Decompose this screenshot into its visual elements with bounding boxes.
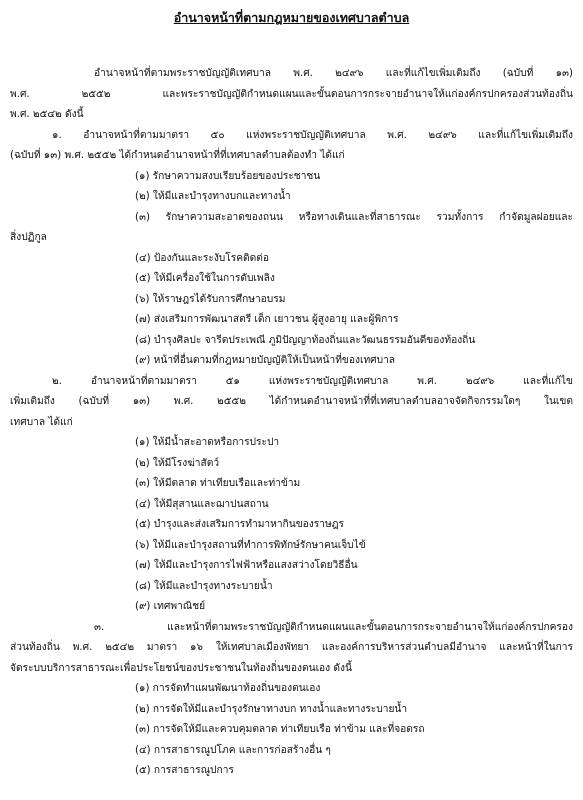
section-heading-line: เทศบาล ได้แก่ xyxy=(10,416,73,428)
section-heading-line: ๒. อำนาจหน้าที่ตามมาตรา ๕๑ แห่งพระราชบัญญัติเทศบาล พ.ศ. ๒๔๙๖ และที่แก้ไข xyxy=(52,375,573,387)
intro-paragraph xyxy=(10,64,573,126)
list-item: (๖) ให้ราษฎรได้รับการศึกษาอบรม xyxy=(135,293,286,305)
section-2 xyxy=(10,372,573,618)
list-item: (๙) เทศพาณิชย์ xyxy=(135,601,206,612)
list-item: (๓) การจัดให้มีและควบคุมตลาด ท่าเทียบเรือ ท่าข้าม และที่จอดรถ xyxy=(135,724,425,735)
list-item: (๑) รักษาความสงบเรียบร้อยของประชาชน xyxy=(135,170,321,182)
list-item: (๔) การสาธารณูปโภค และการก่อสร้างอื่น ๆ xyxy=(135,744,331,756)
list-item: (๕) บำรุงและส่งเสริมการทำมาหากินของราษฎร xyxy=(135,519,344,530)
list-item: (๘) ให้มีและบำรุงทางระบายน้ำ xyxy=(135,580,273,592)
list-item: (๙) หน้าที่อื่นตามที่กฎหมายบัญญัติให้เป็นหน้าที่ของเทศบาล xyxy=(135,355,396,366)
list-item: (๑) ให้มีน้ำสะอาดหรือการประปา xyxy=(135,437,280,448)
section-heading-line: จัดระบบบริการสาธารณะเพื่อประโยชน์ของประชาชนในท้องถิ่นของตนเอง ดังนี้ xyxy=(10,662,352,674)
list-item: (๗) ให้มีและบำรุงการไฟฟ้าหรือแสงสว่างโดยวิธีอื่น xyxy=(135,560,358,571)
list-item: (๒) ให้มีและบำรุงทางบกและทางน้ำ xyxy=(135,191,291,202)
section-1 xyxy=(10,126,573,372)
intro-line: พ.ศ. ๒๕๕๒ และพระราชบัญญัติกำหนดแผนและขั้นตอนการกระจายอำนาจให้แก่องค์กรปกครองส่วนท้องถิ่น xyxy=(10,88,573,100)
section-heading-line: ส่วนท้องถิ่น พ.ศ. ๒๕๔๒ มาตรา ๑๖ ให้เทศบาลเมืองพัทยา และองค์การบริหารส่วนตำบลมีอำนาจ และหน้าที่ในการ xyxy=(10,642,573,653)
list-item: (๔) ป้องกันและระงับโรคติดต่อ xyxy=(135,252,269,264)
section-heading-line: ๑. อำนาจหน้าที่ตามมาตรา ๕๐ แห่งพระราชบัญญัติเทศบาล พ.ศ. ๒๔๙๖ และที่แก้ไขเพิ่มเติมถึง xyxy=(52,129,573,141)
list-item: (๑) การจัดทำแผนพัฒนาท้องถิ่นของตนเอง xyxy=(135,683,321,694)
list-item: (๓) รักษาความสะอาดของถนน หรือทางเดินและที่สาธารณะ รวมทั้งการ กำจัดมูลฝอยและ xyxy=(135,211,573,223)
section-heading-line: (ฉบับที่ ๑๓) พ.ศ. ๒๕๕๒ ได้กำหนดอำนาจหน้าที่ที่เทศบาลตำบลต้องทำ ได้แก่ xyxy=(10,150,345,161)
list-item: (๘) บำรุงศิลปะ จารีตประเพณี ภูมิปัญญาท้องถิ่นและวัฒนธรรมอันดีของท้องถิ่น xyxy=(135,334,476,346)
list-item: (๕) การสาธารณูปการ xyxy=(135,765,234,776)
list-item: (๕) ให้มีเครื่องใช้ในการดับเพลิง xyxy=(135,273,275,284)
intro-line: อำนาจหน้าที่ตามพระราชบัญญัติเทศบาล พ.ศ. ๒๔๙๖ และที่แก้ไขเพิ่มเติมถึง (ฉบับที่ ๑๓) xyxy=(94,68,573,79)
list-item: (๗) ส่งเสริมการพัฒนาสตรี เด็ก เยาวชน ผู้สูงอายุ และผู้พิการ xyxy=(135,314,399,325)
list-item: (๓) ให้มีตลาด ท่าเทียบเรือและท่าข้าม xyxy=(135,478,301,489)
list-item: (๔) ให้มีสุสานและฌาปนสถาน xyxy=(135,498,269,510)
document-title: อำนาจหน้าที่ตามกฎหมายของเทศบาลตำบล xyxy=(173,10,410,25)
list-item: (๒) การจัดให้มีและบำรุงรักษาทางบก ทางน้ำและทางระบายน้ำ xyxy=(135,703,408,715)
list-item-continuation: สิ่งปฏิกูล xyxy=(10,232,47,243)
section-3 xyxy=(10,618,573,782)
intro-line: พ.ศ. ๒๕๔๒ ดังนี้ xyxy=(10,109,84,120)
list-item: (๖) ให้มีและบำรุงสถานที่ทำการพิทักษ์รักษาคนเจ็บไข้ xyxy=(135,539,366,551)
section-heading-line: ๓. และหน้าที่ตามพระราชบัญญัติกำหนดแผนและขั้นตอนการกระจายอำนาจให้แก่องค์กรปกครอง xyxy=(94,621,573,633)
section-heading-line: เพิ่มเติมถึง (ฉบับที่ ๑๓) พ.ศ. ๒๕๕๒ ได้กำหนดอำนาจหน้าที่ที่เทศบาลตำบลอาจจัดกิจกรรมใดๆ ในเขต xyxy=(10,396,573,407)
list-item: (๒) ให้มีโรงฆ่าสัตว์ xyxy=(135,457,220,469)
